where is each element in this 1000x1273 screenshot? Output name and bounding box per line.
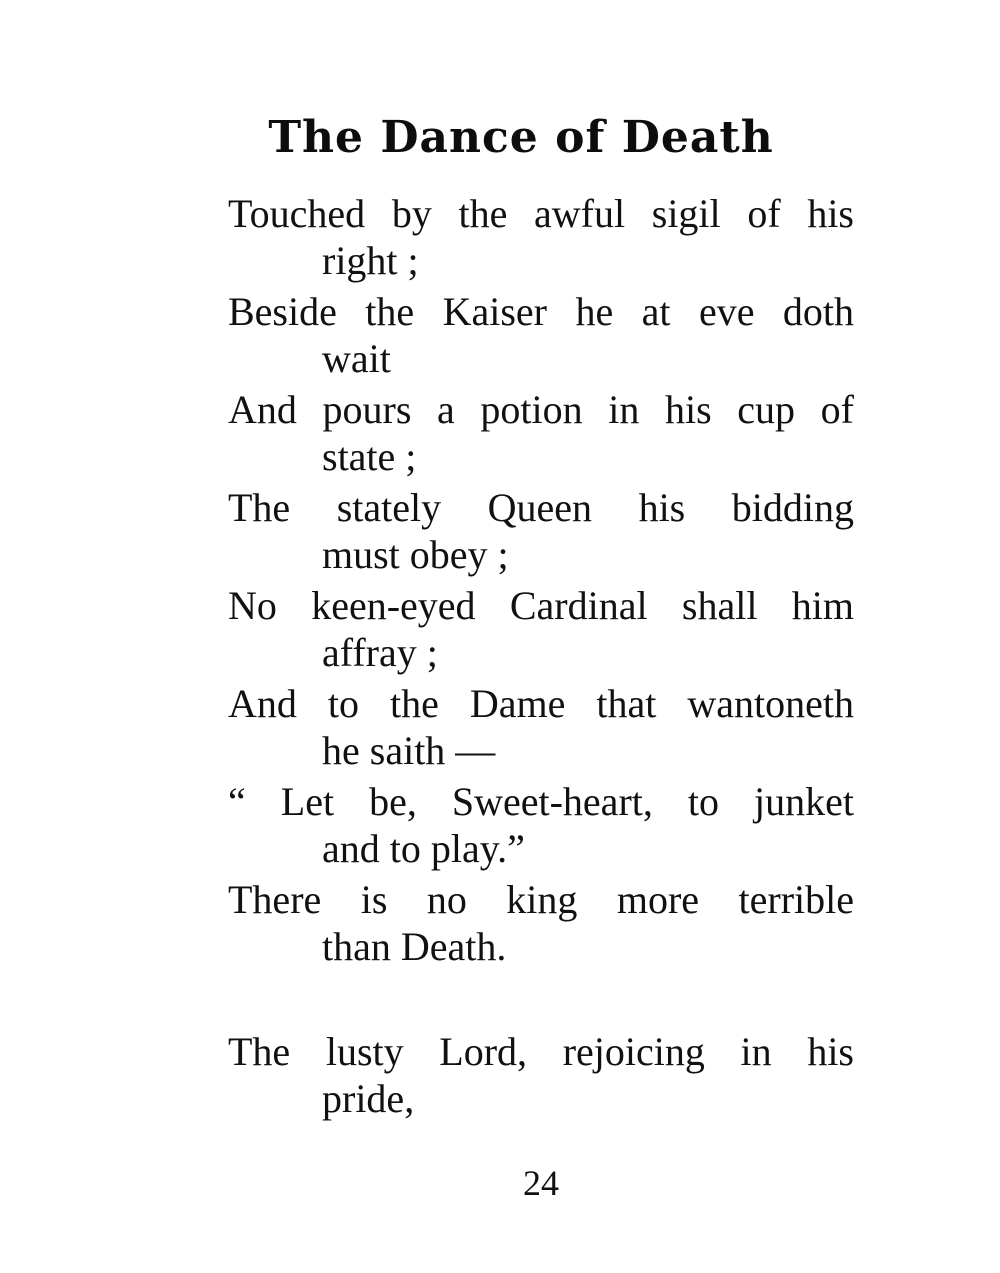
page-number: 24 — [523, 1163, 559, 1203]
verse-line-continuation: must obey ; — [322, 532, 509, 577]
verse-line-first: The stately Queen his bidding — [228, 485, 854, 530]
verse-line-continuation: affray ; — [322, 630, 438, 675]
verse-line-first: No keen-eyed Cardinal shall him — [228, 583, 854, 628]
verse-line — [228, 680, 854, 774]
verse-line — [228, 386, 854, 480]
verse-line-first: Touched by the awful sigil of his — [228, 191, 854, 236]
verse-line-first: “ Let be, Sweet-heart, to junket — [228, 779, 854, 824]
verse-line-first: And to the Dame that wantoneth — [228, 681, 854, 726]
stanza-break — [228, 974, 854, 1028]
verse-line-first: Beside the Kaiser he at eve doth — [228, 289, 854, 334]
verse-line — [228, 778, 854, 872]
verse-line — [228, 484, 854, 578]
verse-line — [228, 190, 854, 284]
verse-line-continuation: and to play.” — [322, 826, 525, 871]
verse-line — [228, 876, 854, 970]
verse-line-continuation: right ; — [322, 238, 419, 283]
page-title: The Dance of Death — [268, 112, 774, 163]
verse-line-first: And pours a potion in his cup of — [228, 387, 854, 432]
verse-line-continuation: state ; — [322, 434, 417, 479]
poem-body — [228, 190, 854, 1126]
verse-line-continuation: he saith — — [322, 728, 496, 773]
verse-line — [228, 1028, 854, 1122]
verse-line-first: The lusty Lord, rejoicing in his — [228, 1029, 854, 1074]
verse-line — [228, 288, 854, 382]
verse-line-first: There is no king more terrible — [228, 877, 854, 922]
verse-line-continuation: pride, — [322, 1076, 415, 1121]
verse-line — [228, 582, 854, 676]
verse-line-continuation: than Death. — [322, 924, 507, 969]
verse-line-continuation: wait — [322, 336, 391, 381]
